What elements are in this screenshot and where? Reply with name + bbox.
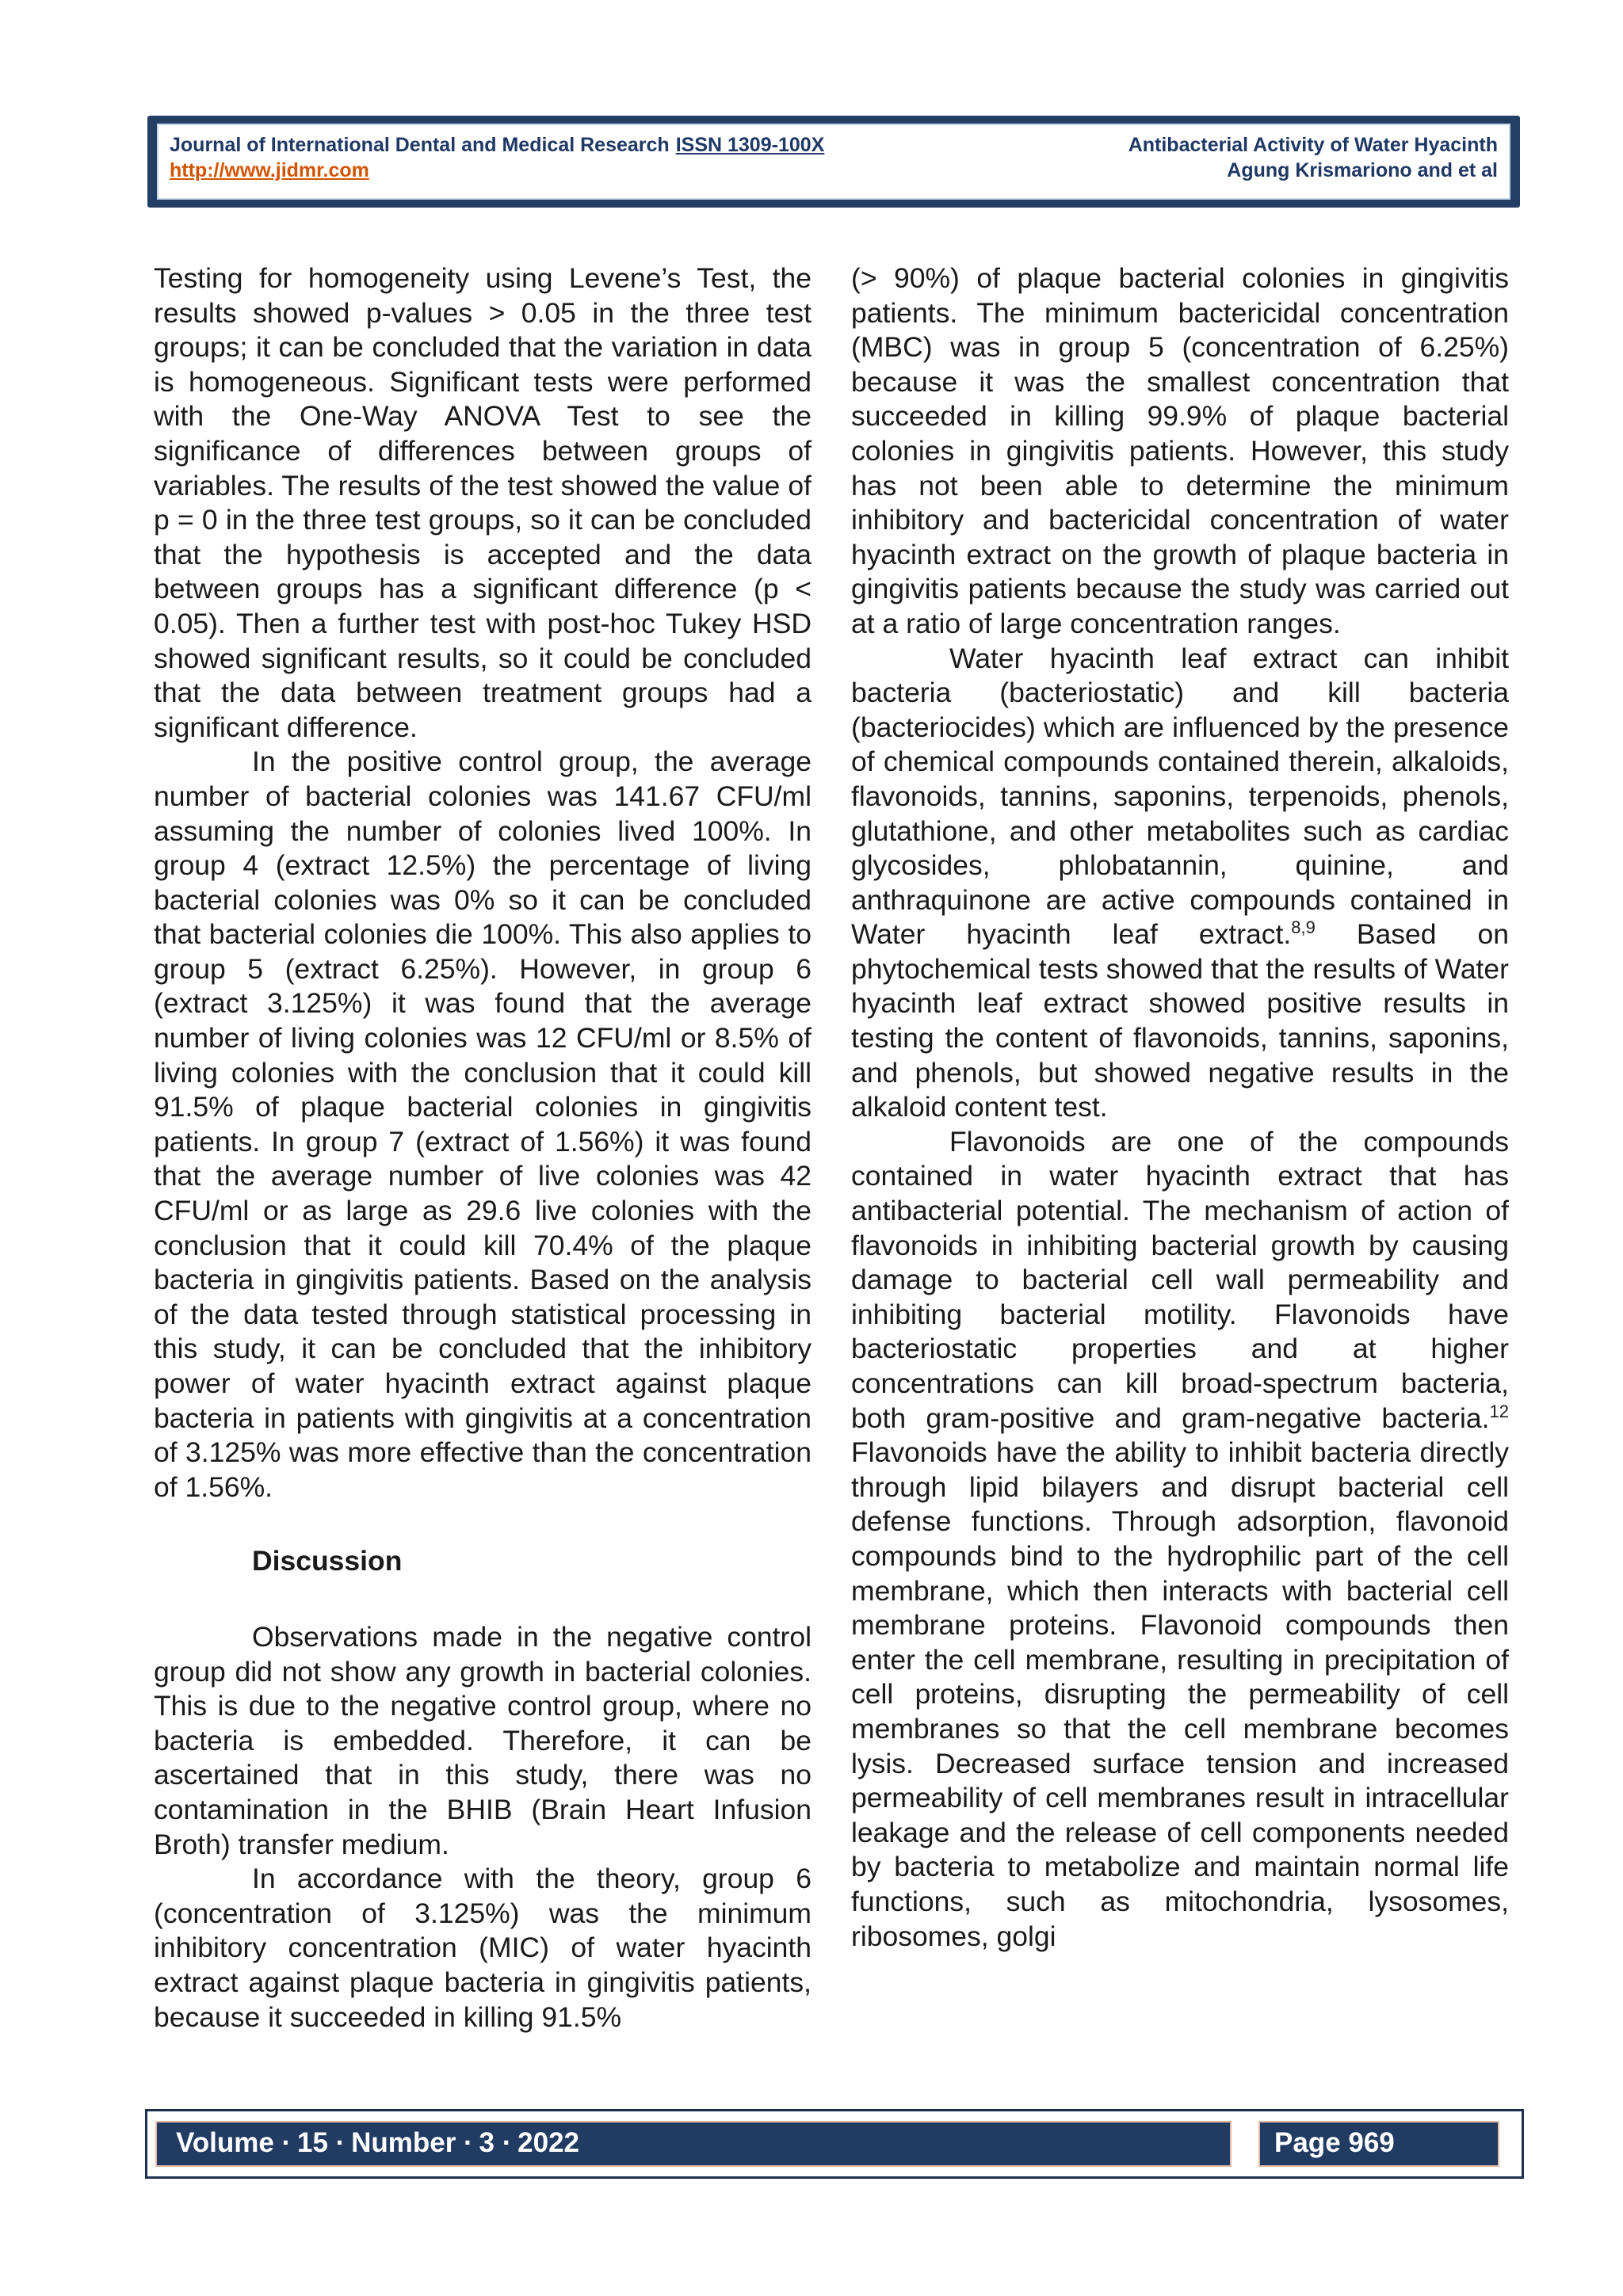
paragraph-positive-control: In the positive control group, the average number of bacterial colonies was 141.67 CFU/ml assuming the number of colonies lived 100%. In group 4 (extract 12.5%) the percentage of living bacterial colonies was 0% so it can be concluded that bacterial colonies die 100%. This also applies to group 5 (extract 6.25%). However, in group 6 (extract 3.125%) it was found that the average number of living colonies was 12 CFU/ml or 8.5% of living colonies with the conclusion that it could kill 91.5% of plaque bacterial colonies in gingivitis patients. In group 7 (extract of 1.56%) it was found that the average number of live colonies was 42 CFU/ml or as large as 29.6 live colonies with the conclusion that it could kill 70.4% of the plaque bacteria in gingivitis patients. Based on the analysis of the data tested through statistical processing in this study, it can be concluded that the inhibitory power of water hyacinth extract against plaque bacteria in patients with gingivitis at a concentration of 3.125% was more effective than the concentration of 1.56%. bbox=[154, 746, 812, 1503]
leaf-extract-text-b: Based on phytochemical tests showed that the results of Water hyacinth leaf extract showed positive results in testing the content of flavonoids, tannins, saponins, and phenols, but showed negative results in the alkaloid content test. bbox=[851, 918, 1510, 1123]
paragraph-homogeneity-test: Testing for homogeneity using Levene’s Test, the results showed p-values > 0.05 in the three test groups; it can be concluded that the variation in data is homogeneous. Significant tests were performed with the One-Way ANOVA Test to see the significance of differences between groups of variables. The results of the test showed the value of p = 0 in the three test groups, so it can be concluded that the hypothesis is accepted and the data between groups has a significant difference (p < 0.05). Then a further test with post-hoc Tukey HSD showed significant results, so it could be concluded that the data between treatment groups had a significant difference. bbox=[154, 262, 812, 743]
header-row-bottom bbox=[170, 158, 1498, 182]
paragraph-negative-control: Observations made in the negative control group did not show any growth in bacterial colonies. This is due to the negative control group, where no bacteria is embedded. Therefore, it can be ascertained that in this study, there was no contamination in the BHIB (Brain Heart Infusion Broth) transfer medium. bbox=[154, 1620, 812, 1860]
citation-ref: 12 bbox=[1489, 1401, 1509, 1421]
issn-link[interactable]: ISSN 1309-100X bbox=[675, 134, 825, 156]
left-column bbox=[154, 261, 812, 2035]
running-header bbox=[147, 116, 1520, 208]
running-header-box bbox=[157, 124, 1510, 200]
paragraph-mic: In accordance with the theory, group 6 (concentration of 3.125%) was the minimum inhibitory concentration (MIC) of water hyacinth extract against plaque bacteria in gingivitis patients, because it succeeded in killing 91.5% bbox=[154, 1863, 812, 2033]
section-heading-discussion: Discussion bbox=[252, 1545, 403, 1577]
flavonoids-text-b: Flavonoids have the ability to inhibit bacteria directly through lipid bilayers and disrupt bacterial cell defense functions. Through adsorption, flavonoid compounds bind to the hydrophilic part of the cell membrane, which then interacts with bacterial cell membrane proteins. Flavonoid compounds then enter the cell membrane, resulting in precipitation of cell proteins, disrupting the permeability of cell membranes so that the cell membrane becomes lysis. Decreased surface tension and increased permeability of cell membranes result in intracellular leakage and the release of cell components needed by bacteria to metabolize and maintain normal life functions, such as mitochondria, lysosomes, ribosomes, golgi bbox=[851, 1436, 1509, 1952]
article-title: Antibacterial Activity of Water Hyacinth bbox=[1128, 134, 1498, 156]
journal-name: Journal of International Dental and Medical Research bbox=[170, 134, 670, 156]
leaf-extract-text-a: Water hyacinth leaf extract can inhibit bacteria (bacteriostatic) and kill bacteria (bacteriocides) which are influenced by the presence of chemical compounds contained therein, alkaloids, flavonoids, tannins, saponins, terpenoids, phenols, glutathione, and other metabolites such as cardiac glycosides, phlobatannin, quinine, and anthraquinone are active compounds contained in Water hyacinth leaf extract. bbox=[851, 642, 1509, 951]
paragraph-leaf-extract bbox=[851, 642, 1509, 1125]
volume-label: Volume ∙ 15 ∙ Number ∙ 3 ∙ 2022 bbox=[155, 2121, 1232, 2167]
journal-url-link[interactable]: http://www.jidmr.com bbox=[170, 159, 369, 181]
paragraph-mbc: (> 90%) of plaque bacterial colonies in gingivitis patients. The minimum bactericidal concentration (MBC) was in group 5 (concentration of 6.25%) because it was the smallest concentration that succeeded in killing 99.9% of plaque bacterial colonies in gingivitis patients. However, this study has not been able to determine the minimum inhibitory and bactericidal concentration of water hyacinth extract on the growth of plaque bacteria in gingivitis patients because the study was carried out at a ratio of large concentration ranges. bbox=[851, 262, 1509, 639]
paragraph-flavonoids bbox=[851, 1125, 1509, 1954]
running-footer bbox=[145, 2109, 1524, 2179]
page-number: Page 969 bbox=[1258, 2121, 1499, 2167]
right-column bbox=[851, 261, 1509, 1954]
citation-ref: 8,9 bbox=[1291, 917, 1316, 938]
header-row-top bbox=[170, 133, 1498, 157]
article-authors: Agung Krismariono and et al bbox=[1227, 159, 1498, 181]
flavonoids-text-a: Flavonoids are one of the compounds contained in water hyacinth extract that has antibacterial potential. The mechanism of action of flavonoids in inhibiting bacterial growth by causing damage to bacterial cell wall permeability and inhibiting bacterial motility. Flavonoids have bacteriostatic properties and at higher concentrations can kill broad-spectrum bacteria, both gram-positive and gram-negative bacteria. bbox=[851, 1125, 1509, 1434]
